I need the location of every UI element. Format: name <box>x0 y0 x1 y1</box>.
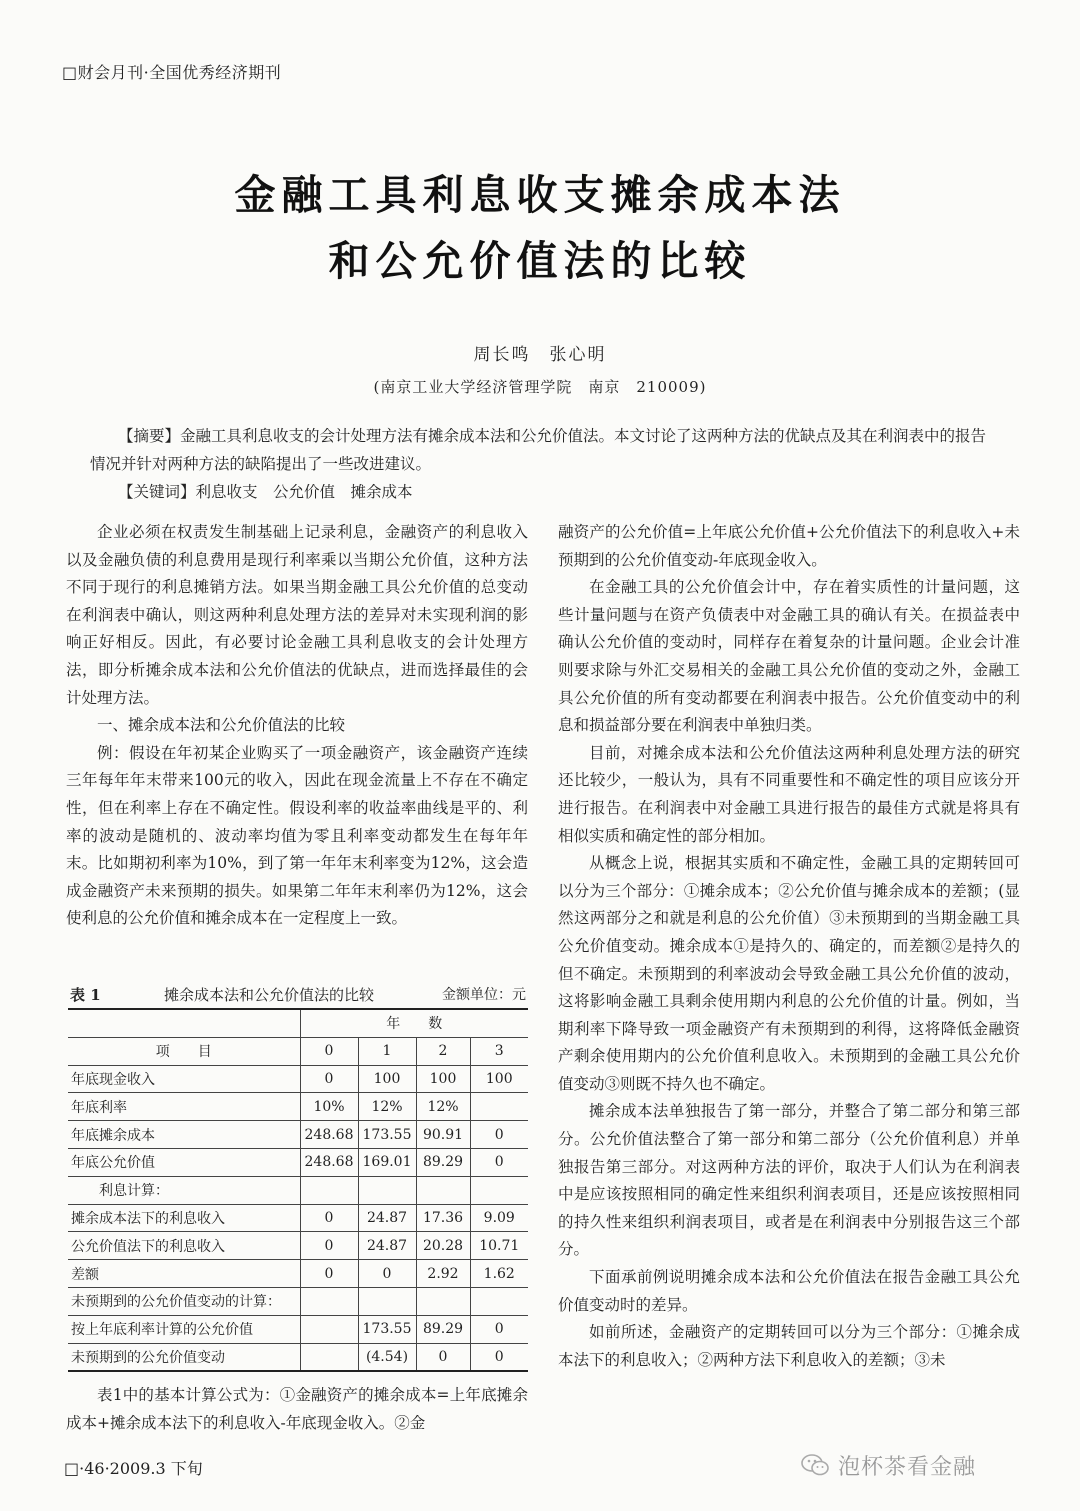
table-header-year: 3 <box>470 1037 528 1065</box>
right-column <box>558 519 1020 1374</box>
paragraph: 在金融工具的公允价值会计中，存在着实质性的计量问题，这些计量问题与在资产负债表中对金融工具的确认有关。在损益表中确认公允价值的变动时，同样存在着复杂的计量问题。企业会计准则要求除与外汇交易相关的金融工具公允价值的变动之外，金融工具公允价值的所有变动都要在利润表中报告。公允价值变动中的利息和损益部分要在利润表中单独归类。 <box>558 578 1020 735</box>
table-row <box>68 1232 528 1260</box>
paragraph: 目前，对摊余成本法和公允价值法这两种利息处理方法的研究还比较少，一般认为，具有不同重要性和不确定性的项目应该分开进行报告。在利润表中对金融工具进行报告的最佳方式就是将具有相似实质和确定性的部分相加。 <box>558 743 1020 845</box>
table-cell: 0 <box>300 1065 358 1093</box>
paragraph: 如前所述，金融资产的定期转回可以分为三个部分：①摊余成本法下的利息收入；②两种方法下利息收入的差额；③未 <box>558 1323 1020 1369</box>
page-footer: □·46·2009.3 下旬 <box>64 1459 203 1478</box>
table-row-label: 利息计算： <box>68 1176 300 1204</box>
table-header-year: 0 <box>300 1037 358 1065</box>
table-cell: 12% <box>416 1093 470 1121</box>
table-row-label: 未预期到的公允价值变动的计算： <box>68 1287 300 1315</box>
table-cell: 10.71 <box>470 1232 528 1260</box>
authors: 周长鸣 张心明 <box>473 345 607 365</box>
table-row <box>68 1287 528 1315</box>
table-cell: 0 <box>470 1343 528 1371</box>
table-cell <box>358 1176 416 1204</box>
table-cell: 0 <box>358 1260 416 1288</box>
table-cell: 248.68 <box>300 1148 358 1176</box>
table-cell: 173.55 <box>358 1121 416 1149</box>
affiliation: (南京工业大学经济管理学院 南京 210009) <box>373 378 707 396</box>
table-header-year: 2 <box>416 1037 470 1065</box>
table-row-label: 未预期到的公允价值变动 <box>68 1343 300 1371</box>
table-cell: 24.87 <box>358 1232 416 1260</box>
table-row <box>68 1315 528 1343</box>
comparison-table <box>68 1008 528 1372</box>
table-cell: 248.68 <box>300 1121 358 1149</box>
keywords: 【关键词】利息收支 公允价值 摊余成本 <box>118 483 413 501</box>
table-cell: 9.09 <box>470 1204 528 1232</box>
abstract: 【摘要】金融工具利息收支的会计处理方法有摊余成本法和公允价值法。本文讨论了这两种方法的优缺点及其在利润表中的报告情况并针对两种方法的缺陷提出了一些改进建议。 <box>90 427 987 473</box>
table-cell: 100 <box>470 1065 528 1093</box>
table-cell: 0 <box>470 1121 528 1149</box>
table-cell <box>358 1287 416 1315</box>
table-cell <box>300 1343 358 1371</box>
table-cell: 90.91 <box>416 1121 470 1149</box>
table-cell: 1.62 <box>470 1260 528 1288</box>
wechat-icon <box>800 1452 830 1478</box>
table-body <box>68 1065 528 1371</box>
table-row <box>68 1093 528 1121</box>
left-column <box>66 519 528 933</box>
table-cell: 0 <box>300 1204 358 1232</box>
table-cell <box>416 1176 470 1204</box>
table-cell: 12% <box>358 1093 416 1121</box>
table-row-label: 差额 <box>68 1260 300 1288</box>
paragraph: 企业必须在权责发生制基础上记录利息，金融资产的利息收入以及金融负债的利息费用是现行利率乘以当期公允价值，这种方法不同于现行的利息摊销方法。如果当期金融工具公允价值的总变动在利润表中确认，则这两种利息处理方法的差异对未实现利润的影响正好相反。因此，有必要讨论金融工具利息收支的会计处理方法，即分析摊余成本法和公允价值法的优缺点，进而选择最佳的会计处理方法。 <box>66 523 528 707</box>
paragraph: 摊余成本法单独报告了第一部分，并整合了第二部分和第三部分。公允价值法整合了第一部分和第二部分（公允价值利息）并单独报告第三部分。对这两种方法的评价，取决于人们认为在利润表中是应该按照相同的确定性来组织利润表项目，还是应该按照相同的持久性来组织利润表项目，或者是在利润表中分别报告这三个部分。 <box>558 1102 1020 1259</box>
table-row-label: 摊余成本法下的利息收入 <box>68 1204 300 1232</box>
table-cell: 0 <box>470 1148 528 1176</box>
table-cell: 0 <box>416 1343 470 1371</box>
table-row <box>68 1065 528 1093</box>
table-header-item: 项 目 <box>68 1037 300 1065</box>
table-unit: 金额单位：元 <box>442 987 526 1003</box>
table-cell <box>300 1315 358 1343</box>
table-row-label: 年底摊余成本 <box>68 1121 300 1149</box>
table-cell: 0 <box>300 1232 358 1260</box>
table-name: 摊余成本法和公允价值法的比较 <box>164 986 375 1004</box>
table-cell: 173.55 <box>358 1315 416 1343</box>
table-row-label: 公允价值法下的利息收入 <box>68 1232 300 1260</box>
table-row-label: 年底现金收入 <box>68 1065 300 1093</box>
table-cell: (4.54) <box>358 1343 416 1371</box>
table-cell: 0 <box>470 1315 528 1343</box>
table-row <box>68 1204 528 1232</box>
paragraph: 表1中的基本计算公式为：①金融资产的摊余成本=上年底摊余成本+摊余成本法下的利息收入-年底现金收入。②金 <box>66 1386 528 1432</box>
journal-header: □财会月刊·全国优秀经济期刊 <box>62 63 282 82</box>
paragraph: 从概念上说，根据其实质和不确定性，金融工具的定期转回可以分为三个部分：①摊余成本；②公允价值与摊余成本的差额；(显然这两部分之和就是利息的公允价值）③未预期到的当期金融工具公允价值变动。摊余成本①是持久的、确定的，而差额②是持久的但不确定。未预期到的利率波动会导致金融工具公允价值的波动，这将影响金融工具剩余使用期内利息的公允价值的计量。例如，当期利率下降导致一项金融资产有未预期到的利得，这将降低金融资产剩余使用期内的公允价值利息收入。未预期到的金融工具公允价值变动③则既不持久也不确定。 <box>558 854 1020 1093</box>
table-header-year: 1 <box>358 1037 416 1065</box>
table-row <box>68 1121 528 1149</box>
section-heading: 一、摊余成本法和公允价值法的比较 <box>97 716 346 735</box>
watermark: 泡杯茶看金融 <box>838 1455 977 1480</box>
paragraph: 下面承前例说明摊余成本法和公允价值法在报告金融工具公允价值变动时的差异。 <box>558 1268 1020 1314</box>
table-row <box>68 1148 528 1176</box>
table-cell <box>300 1176 358 1204</box>
table-cell: 24.87 <box>358 1204 416 1232</box>
table-row-label: 年底公允价值 <box>68 1148 300 1176</box>
left-column-continued <box>66 1382 528 1437</box>
table-cell: 20.28 <box>416 1232 470 1260</box>
table-cell: 100 <box>358 1065 416 1093</box>
table-cell: 89.29 <box>416 1148 470 1176</box>
table-cell: 169.01 <box>358 1148 416 1176</box>
title-line-1: 金融工具利息收支摊余成本法 <box>234 171 846 219</box>
table-row <box>68 1176 528 1204</box>
table-cell: 10% <box>300 1093 358 1121</box>
table-row <box>68 1260 528 1288</box>
table-cell <box>416 1287 470 1315</box>
paragraph: 融资产的公允价值=上年底公允价值+公允价值法下的利息收入+未预期到的公允价值变动-年底现金收入。 <box>558 523 1020 569</box>
table-row <box>68 1343 528 1371</box>
table-cell: 0 <box>300 1260 358 1288</box>
table-cell <box>470 1176 528 1204</box>
table-row-label: 按上年底利率计算的公允价值 <box>68 1315 300 1343</box>
table-number: 表 1 <box>70 986 101 1004</box>
title-line-2: 和公允价值法的比较 <box>328 237 752 285</box>
table-row-label: 年底利率 <box>68 1093 300 1121</box>
paragraph: 例：假设在年初某企业购买了一项金融资产，该金融资产连续三年每年年末带来100元的收入，因此在现金流量上不存在不确定性，但在利率上存在不确定性。假设利率的收益率曲线是平的、利率的波动是随机的、波动率均值为零且利率变动都发生在每年年末。比如期初利率为10%，到了第一年年末利率变为12%，这会造成金融资产未来预期的损失。如果第二年年末利率仍为12%，这会使利息的公允价值和摊余成本在一定程度上一致。 <box>66 743 528 928</box>
table-cell: 89.29 <box>416 1315 470 1343</box>
table-cell: 2.92 <box>416 1260 470 1288</box>
table-cell: 17.36 <box>416 1204 470 1232</box>
table-cell <box>470 1287 528 1315</box>
table-cell <box>300 1287 358 1315</box>
table-cell <box>470 1093 528 1121</box>
table-cell: 100 <box>416 1065 470 1093</box>
table-header-group: 年 数 <box>300 1009 528 1037</box>
